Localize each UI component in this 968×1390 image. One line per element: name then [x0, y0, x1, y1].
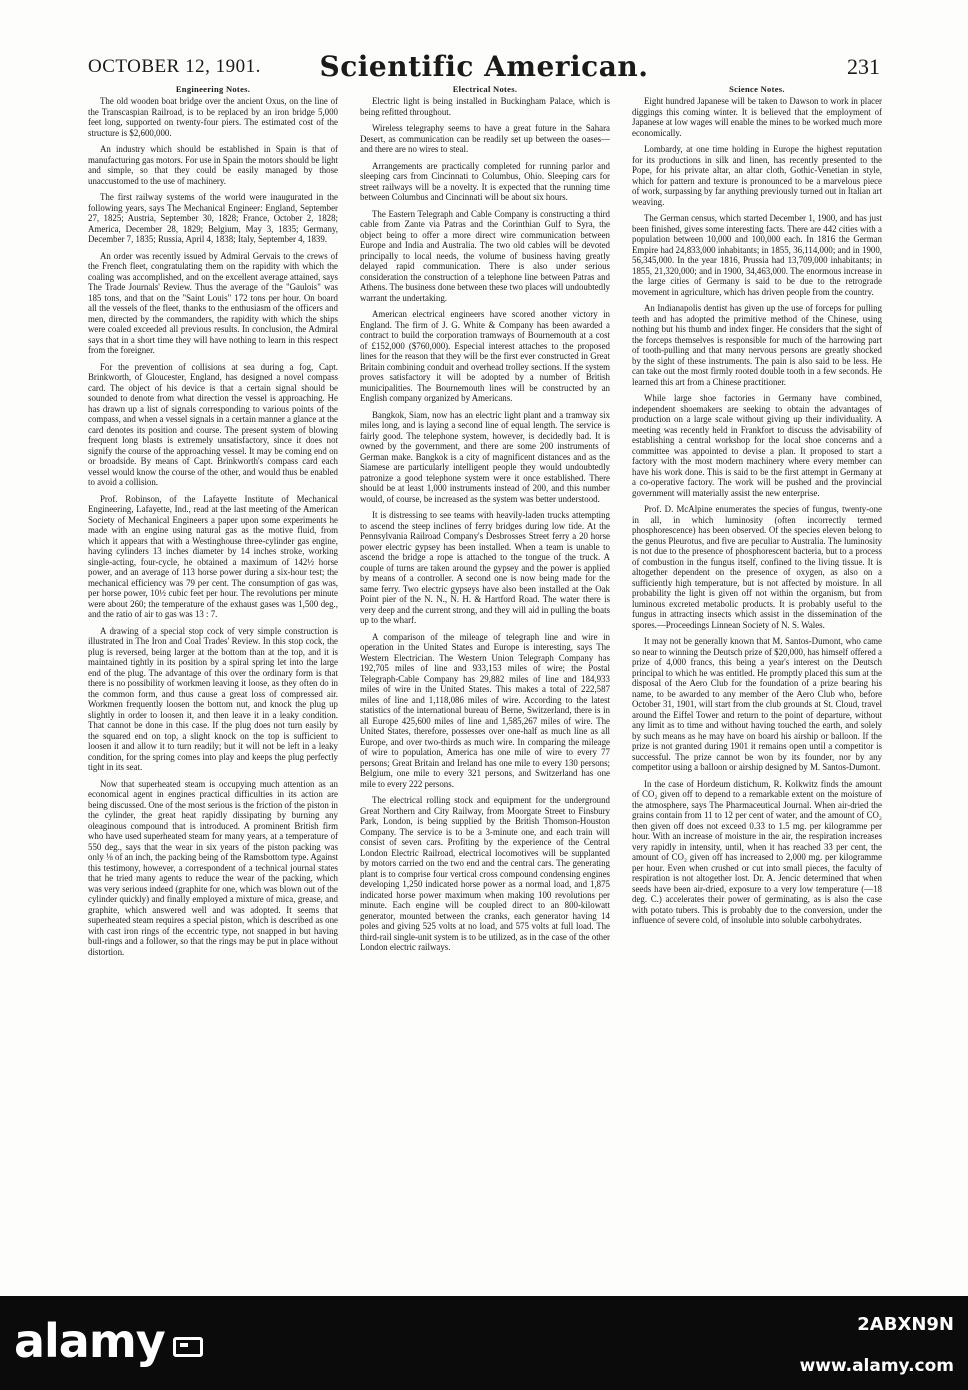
article-paragraph: Electric light is being installed in Buckingham Palace, which is being refitted throughout. — [360, 96, 610, 117]
watermark-strip — [0, 1296, 968, 1390]
page-number: 231 — [847, 54, 880, 79]
article-paragraph: American electrical engineers have scored another victory in England. The firm of J. G. White & Company has been awarded a contract to build the corporation tramways of Bournemouth at a cost of £152,000 ($760,000). Especial interest attaches to the proposed lines for the reason that they will be the first ever constructed in Great Britain combining conduit and overhead trolley sections. If the system proves satisfactory it will be adopted by a number of British municipalities. The Bournemouth lines will be constructed by an English company organized by Americans. — [360, 309, 610, 403]
publication-title: Scientific American. — [319, 50, 649, 83]
camera-icon — [169, 1327, 203, 1361]
article-paragraph: An Indianapolis dentist has given up the use of forceps for pulling teeth and has adopted the primitive method of the Chinese, using nothing but his thumb and index finger. He considers that the sight of the forceps themselves is responsible for much of the harrowing part of tooth-pulling and that many nervous persons are greatly shocked by the sight of these instruments. The pain is also said to be less. He can take out the most firmly rooted double tooth in a few seconds. He learned this art from a Chinese practitioner. — [632, 303, 882, 387]
article-paragraph: Bangkok, Siam, now has an electric light plant and a tramway six miles long, and is laying a second line of equal length. The service is fairly good. The telephone system, however, is decidedly bad. It is owned by the government, and there are some 200 instruments of German make. Bangkok is a city of magnificent distances and as the Siamese are particularly intelligent people they would undoubtedly patronize a good telephone system were it once established. There should be at least 1,000 instruments instead of 200, and this number would, of course, be increased as the system was better understood. — [360, 409, 610, 504]
article-paragraph: The electrical rolling stock and equipment for the underground Great Northern and City Railway, from Moorgate Street to Finsbury Park, London, is being supplied by the British Thomson-Houston Company. The service is to be a 3-minute one, and each train will consist of seven cars. Profiting by the experience of the Central London Electric Railroad, electrical locomotives will be supplanted by motors carried on the two end and the central cars. The generating plant is to comprise four vertical cross compound condensing engines developing 1,250 indicated horse power as a normal load, and 1,875 indicated horse power maximum when making 100 revolutions per minute. Each engine will be coupled direct to an 800-kilowatt generator, mounted between the cranks, each generator having 14 poles and giving 525 volts at no load, and 575 volts at full load. The third-rail single-unit system is to be utilized, as in the case of the other London electric railways. — [360, 795, 610, 952]
article-paragraph: The old wooden boat bridge over the ancient Oxus, on the line of the Transcaspian Railroad, is to be replaced by an iron bridge 5,000 feet long, supported on twenty-four piers. The estimated cost of the structure is $2,600,000. — [88, 96, 338, 138]
article-paragraph: A drawing of a special stop cock of very simple construction is illustrated in The Iron and Coal Trades' Review. In this stop cock, the plug is reversed, being larger at the bottom than at the top, and it is maintained tightly in its position by a spiral spring let into the large end of the plug. The advantage of this over the ordinary form is that there is no possibility of workmen leaving it loose, as they often do in the common form, and thus cause a great loss of compressed air. Workmen frequently loosen the bottom nut, and knock the plug up slightly in order to loosen it, and then leave it in a leaky condition. That cannot be done in this case. If the plug does not turn easily by the squared end on top, a slight knock on the top is sufficient to loosen it and allow it to turn readily; but it will not be left in a leaky condition, for the spring comes into play and keeps the plug perfectly tight in its seat. — [88, 625, 338, 772]
section-heading: Science Notes. — [729, 84, 785, 94]
article-paragraph: Lombardy, at one time holding in Europe the highest reputation for its productions in silk and linen, has recently presented to the Pope, for his private altar, an altar cloth, Gothic-Venetian in style, which for pattern and texture is pronounced to be a marvelous piece of work, surpassing by far anything previously turned out in Italian art weaving. — [632, 144, 882, 207]
column-electrical — [360, 84, 610, 1284]
site-url: www.alamy.com — [799, 1356, 954, 1376]
section-heading: Electrical Notes. — [452, 84, 518, 94]
article-paragraph: While large shoe factories in Germany have combined, independent shoemakers are seeking to obtain the advantages of production on a large scale without giving up their individuality. A meeting was recently held in Frankfort to discuss the advisability of establishing a central workshop for the local shoe concerns and a committee was appointed to devise a plan. It proposed to start a factory with the most modern machinery where every member can have his work done. This is said to be the first attempt in Germany at a co-operative factory. The work will be pushed and the provincial government will materially assist the new enterprise. — [632, 393, 882, 498]
issue-date: OCTOBER 12, 1901. — [88, 56, 261, 77]
article-paragraph: An order was recently issued by Admiral Gervais to the crews of the French fleet, congratulating them on the rapidity with which the coaling was accomplished, and on the excellent average attained, says The Trade Journals' Review. Thus the average of the "Gaulois" was 185 tons, and that on the "Saint Louis" 172 tons per hour. On board all the vessels of the fleet, thanks to the enthusiasm of the officers and men, directed by the commanders, the rapidity with which the ships were coaled exceeded all previous results. In conclusion, the Admiral says that in a short time they will have nothing to learn in this respect from the foreigner. — [88, 250, 338, 355]
article-paragraph: Eight hundred Japanese will be taken to Dawson to work in placer diggings this coming winter. It is believed that the employment of Japanese at low wages will enable the mines to be worked much more economically. — [632, 96, 882, 138]
column-science — [632, 84, 882, 1284]
article-paragraph: The Eastern Telegraph and Cable Company is constructing a third cable from Zante via Patras and the Corinthian Gulf to Syra, the object being to offer a more direct wire communication between Europe and India and Australia. The two old cables will be devoted principally to local needs, the volume of business having greatly delayed rapid communication. There is also under serious consideration the construction of a telephone line between Patras and Athens. The business done between these two places will undoubtedly warrant the undertaking. — [360, 208, 610, 303]
article-paragraph: It is distressing to see teams with heavily-laden trucks attempting to ascend the steep inclines of ferry bridges during low tide. At the Pennsylvania Railroad Company's Desbrosses Street ferry a 20 horse power electric gypsey has been installed. When a team is unable to ascend the bridge a rope is attached to the tongue of the truck. A couple of turns are taken around the gypsey and the power is applied by means of a controller. A second one is now being made for the same ferry. Two electric gypseys have also been installed at the Oak Point pier of the N. N., N. H. & Hartford Road. The water there is very deep and the current strong, and they will aid in pulling the boats up to the wharf. — [360, 510, 610, 625]
article-paragraph: In the case of Hordeum distichum, R. Kolkwitz finds the amount of CO₂ given off to depend to a remarkable extent on the moisture of the atmosphere, says The Pharmaceutical Journal. When air-dried the grains contain from 11 to 12 per cent of water, and the amount of CO₂ then given off does not exceed 0.33 to 1.5 mg. per kilogramme per hour. With an increase of moisture in the air, the respiration increases very rapidly in intensity, until, when it has reached 33 per cent, the amount of CO₂ given off has increased to 2,000 mg. per kilogramme per hour. Even when crushed or cut into small pieces, the faculty of respiration is not altogether lost. Dr. A. Jencic determined that when seeds have been air-dried, exposure to a very low temperature (—18 deg. C.) accelerates their power of germinating, as is also the case with potato tubers. This is probably due to the conversion, under the influence of severe cold, of insoluble into soluble carbohydrates. — [632, 778, 882, 925]
article-paragraph: A comparison of the mileage of telegraph line and wire in operation in the United States and Europe is interesting, says The Western Electrician. The Western Union Telegraph Company has 192,705 miles of line and 933,153 miles of wire; the Postal Telegraph-Cable Company has 29,882 miles of line and 184,933 miles of wire in the United States. This makes a total of 222,587 miles of line and 1,118,086 miles of wire. According to the latest statistics of the international bureau of Berne, Switzerland, there is in all Europe 425,600 miles of line and 1,585,267 miles of wire. The United States, therefore, possesses over one-half as much line as all Europe, and over two-thirds as much wire. In comparing the mileage of wire to population, America has one mile of wire to every 77 persons; Great Britain and Ireland has one mile to every 130 persons; Belgium, one mile to every 321 persons, and Switzerland has one mile to every 222 persons. — [360, 631, 610, 789]
article-paragraph: The German census, which started December 1, 1900, and has just been finished, gives some interesting facts. There are 442 cities with a population between 10,000 and 100,000 each. In 1816 the German Empire had 24,833,000 inhabitants; in 1855, 36,114,000; and in 1900, 56,345,000. In the year 1816, Prussia had 13,709,000 inhabitants; in 1855, 21,320,000; and in 1900, 34,463,000. The enormous increase in the large cities of Germany is said to be due to the retrograde movement in agriculture, which has driven people from the country. — [632, 213, 882, 297]
image-id: 2ABXN9N — [857, 1314, 954, 1335]
article-paragraph: Arrangements are practically completed for running parlor and sleeping cars from Cincinnati to Columbus, Ohio. Sleeping cars for street railways will be a novelty. It is expected that the running time between Columbus and Cincinnati will be about six hours. — [360, 160, 610, 202]
article-paragraph: It may not be generally known that M. Santos-Dumont, who came so near to winning the Deutsch prize of $20,000, has himself offered a prize of 4,000 francs, this being a year's interest on the Deutsch principal to which he was entitled. He promptly placed this sum at the disposal of the Aero Club for the foundation of a prize bearing his name, to be awarded to any member of the Aero Club who, before October 31, 1901, will start from the club grounds at St. Cloud, travel around the Eiffel Tower and return to the point of departure, without any limit as to time and without having touched the earth, and solely by such means as he may have on board his airship or balloon. If the prize is not granted during 1901 it remains open until a competitor is successful. The prize cannot be won by its founder, nor by any competitor using a balloon or airship designed by M. Santos-Dumont. — [632, 636, 882, 772]
article-paragraph: An industry which should be established in Spain is that of manufacturing gas motors. For use in Spain the motors should be light and simple, so that they could be easily managed by those unaccustomed to the use of machinery. — [88, 144, 338, 186]
article-paragraph: Wireless telegraphy seems to have a great future in the Sahara Desert, as communication can be readily set up between the oases—and there are no wires to steal. — [360, 123, 610, 154]
alamy-logo: alamy — [14, 1314, 203, 1368]
article-paragraph: The first railway systems of the world were inaugurated in the following years, says The Mechanical Engineer: England, September 27, 1825; Austria, September 30, 1828; France, October 2, 1828; America, December 28, 1829; Belgium, May 3, 1835; Germany, December 7, 1835; Russia, April 4, 1838; Italy, September 4, 1839. — [88, 192, 338, 244]
article-columns — [88, 84, 882, 1284]
article-paragraph: For the prevention of collisions at sea during a fog, Capt. Brinkworth, of Gloucester, England, has designed a novel compass card. The object of his device is that a certain signal should be sounded to denote from what direction the vessel is approaching. He has drawn up a list of signals corresponding to various points of the compass, and when a vessel signals in a certain manner a glance at the card denotes its position and course. The present system of blowing frequent long blasts is extremely unsatisfactory, since it does not signify the course of the approaching vessel. It may be coming end on or broadside. By means of Capt. Brinkworth's compass card each vessel would know the course of the other, and would thus be enabled to avoid a collision. — [88, 361, 338, 487]
section-heading: Engineering Notes. — [175, 84, 251, 94]
article-paragraph: Now that superheated steam is occupying much attention as an economical agent in engines practical difficulties in its action are being discussed. One of the most serious is the friction of the piston in the cylinder, the great heat rapidly dissipating by burning any oleaginous compound that is introduced. A prominent British firm who have used superheated steam for many years, at a temperature of 550 deg., says that the wear in six years of the piston packing was only ⅛ of an inch, the packing being of the Ramsbottom type. Against this testimony, however, a correspondent of a technical journal states that he tried many agents to reduce the wear of the packing, which was very serious indeed (graphite for one, which was blown out of the cylinder quickly) and finally employed a mixture of mica, grease, and graphite, which answered well and was adopted. It seems that superheated steam requires a special piston, which is described as one with cast iron rings of the eccentric type, not snapped in but having bull-rings and a follower, so that the rings may be put in place without distortion. — [88, 778, 338, 957]
column-engineering — [88, 84, 338, 1284]
article-paragraph: Prof. Robinson, of the Lafayette Institute of Mechanical Engineering, Lafayette, Ind., read at the last meeting of the American Society of Mechanical Engineers a paper upon some experiments he made with an engine using natural gas as the motive fluid, from which it appears that with a Westinghouse three-cylinder gas engine, having cylinders 13 inches diameter by 14 inches stroke, working single-acting, four-cycle, he obtained a maximum of 142½ horse power, and an average of 113 horse power during a six-hour test; the mechanical efficiency was 79 per cent. The consumption of gas was, per horse power, 10½ cubic feet per hour. The revolutions per minute were about 260; the temperature of the exhaust gases was 1,500 deg., and the ratio of air to gas was 13 : 7. — [88, 493, 338, 619]
masthead — [88, 50, 880, 88]
article-paragraph: Prof. D. McAlpine enumerates the species of fungus, twenty-one in all, in which luminosity (often incorrectly termed phosphorescence) has been observed. Of the species eleven belong to the genus Pleurotus, and five are peculiar to Australia. The luminosity is not due to the presence of phosphorescent bacteria, but to a process of combustion in the fungus itself, confined to the living tissue. It is altogether dependent on the presence of oxygen, as also on a sufficiently high temperature, but is not affected by moisture. In all probability the light is given off not within the organism, but from luminous excreted metabolic products. It is probably useful to the fungus in attracting insects which assist in the dissemination of the spores.—Proceedings Linnean Society of N. S. Wales. — [632, 504, 882, 630]
